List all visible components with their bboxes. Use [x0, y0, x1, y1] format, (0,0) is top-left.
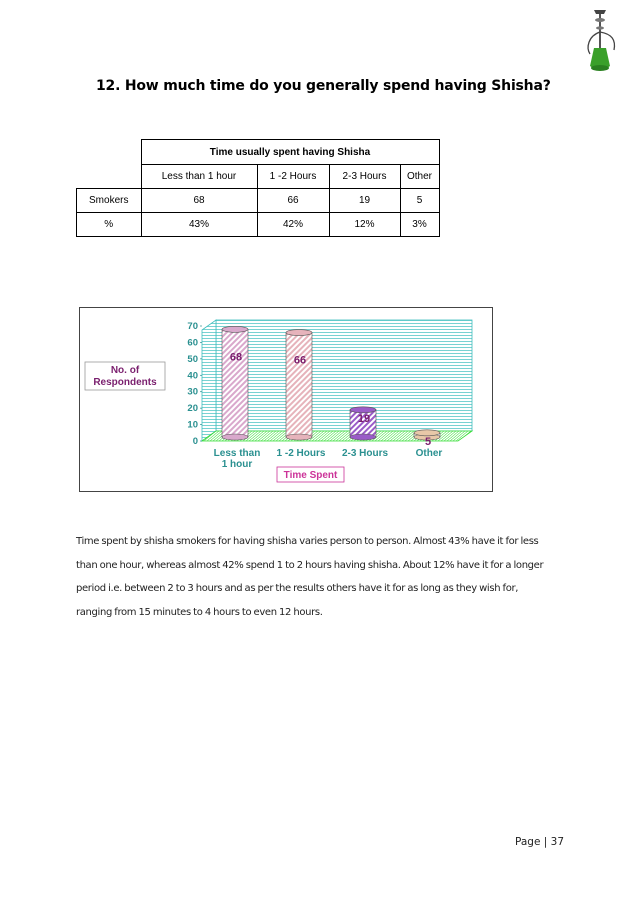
table-cell: 68	[141, 189, 257, 213]
y-tick-label: 0	[192, 436, 198, 447]
bar-2	[350, 407, 376, 440]
data-label: 66	[293, 354, 307, 367]
bar-base	[350, 434, 376, 440]
bar-base	[286, 434, 312, 440]
bar-base	[222, 434, 248, 440]
y-axis-title	[85, 362, 165, 390]
x-tick-label: Less than	[213, 448, 261, 459]
data-label: 19	[357, 412, 371, 425]
paragraph-line: period i.e. between 2 to 3 hours and as per the results others have it for as long as they wish for,	[76, 583, 519, 594]
table-cell: 3%	[400, 213, 439, 237]
question-heading: 12. How much time do you generally spend having Shisha?	[96, 78, 551, 94]
bar-top	[222, 326, 248, 332]
y-tick-label: 70	[187, 321, 198, 332]
bar-1	[286, 330, 312, 440]
x-tick-label: 1 -2 Hours	[276, 448, 326, 459]
y-tick-label: 50	[187, 353, 198, 365]
y-tick-label: 20	[187, 403, 198, 415]
y-tick-label: 40	[187, 370, 198, 382]
x-axis-title-text: Time Spent	[283, 470, 338, 481]
paragraph-line: than one hour, whereas almost 42% spend 1 to 2 hours having shisha. About 12% have it for a longer	[76, 559, 544, 571]
y-axis-title-text: No. of	[110, 365, 140, 376]
hookah-logo	[580, 8, 620, 74]
chart-side-wall	[202, 320, 216, 441]
y-tick-label: 30	[187, 386, 198, 398]
bar-3	[414, 430, 440, 448]
table-cell: 43%	[141, 213, 257, 237]
table-cell: 42%	[257, 213, 329, 237]
y-tick-label: 60	[187, 337, 198, 349]
table-col-header: Other	[400, 165, 439, 189]
x-tick-label: 2-3 Hours	[341, 448, 389, 459]
page-number: Page | 37	[515, 836, 564, 848]
bar-chart	[80, 308, 492, 491]
table-row-label: Smokers	[77, 189, 142, 213]
data-label: 5	[424, 435, 432, 448]
x-tick-label: Other	[415, 448, 443, 459]
table-cell: 12%	[329, 213, 400, 237]
bar-top	[286, 330, 312, 336]
table-row-label: %	[77, 213, 142, 237]
bar-body	[222, 329, 248, 437]
table-cell: 66	[257, 189, 329, 213]
chart-back-wall	[216, 320, 472, 431]
bar-body	[286, 333, 312, 437]
time-spent-table	[76, 139, 440, 237]
chart-frame	[79, 307, 493, 492]
y-axis-title-text: Respondents	[93, 377, 157, 388]
table-col-header: 1 -2 Hours	[257, 165, 329, 189]
table-cell: 5	[400, 189, 439, 213]
x-tick-label: 1 hour	[221, 459, 253, 470]
x-axis-title	[277, 467, 344, 482]
body-paragraph	[76, 530, 566, 624]
bar-0	[222, 326, 248, 440]
table-col-header: 2-3 Hours	[329, 165, 400, 189]
table-col-header: Less than 1 hour	[141, 165, 257, 189]
data-label: 68	[229, 351, 243, 364]
y-tick-label: 10	[187, 419, 198, 431]
table-cell: 19	[329, 189, 400, 213]
paragraph-line: ranging from 15 minutes to 4 hours to even 12 hours.	[76, 606, 323, 618]
table-title: Time usually spent having Shisha	[141, 140, 439, 165]
paragraph-line: Time spent by shisha smokers for having shisha varies person to person. Almost 43% have it for less	[76, 536, 539, 547]
